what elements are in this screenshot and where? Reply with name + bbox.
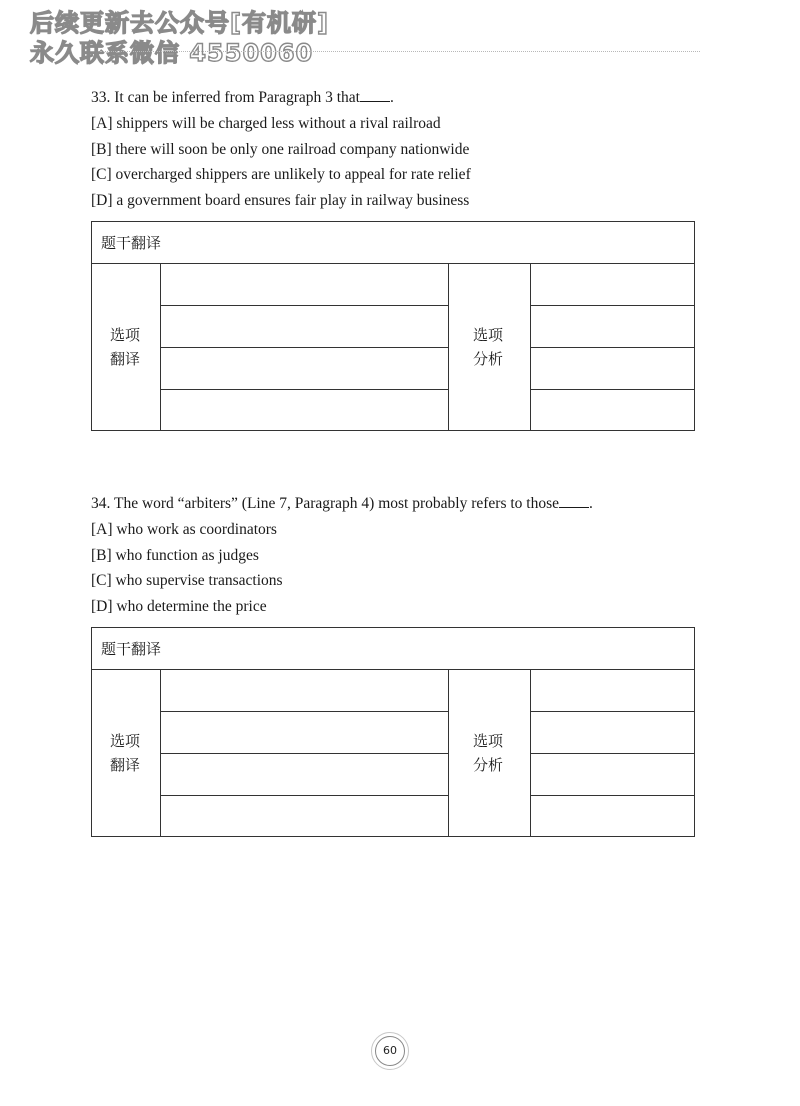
- grid-line: [92, 263, 694, 264]
- grid-line: [160, 389, 448, 390]
- question-33: [91, 85, 731, 213]
- question-stem: [91, 491, 731, 517]
- option-analysis-label-1: 选项: [473, 326, 504, 344]
- option-translation-label-1: 选项: [110, 326, 141, 344]
- option-a: [A] shippers will be charged less without a rival railroad: [91, 115, 441, 132]
- grid-line: [530, 795, 694, 796]
- answer-blank: [559, 493, 589, 508]
- grid-line: [448, 263, 449, 430]
- option-c: [C] who supervise transactions: [91, 572, 283, 589]
- option-translation-label-2: 翻译: [110, 756, 141, 774]
- page-number: 60: [375, 1036, 405, 1066]
- stem-end: .: [589, 495, 593, 512]
- option-a: [A] who work as coordinators: [91, 521, 277, 538]
- option-analysis-label-1: 选项: [473, 732, 504, 750]
- grid-line: [160, 305, 448, 306]
- watermark-line-2: 永久联系微信 4550060: [30, 39, 314, 67]
- grid-line: [530, 753, 694, 754]
- translation-grid-33: [91, 221, 695, 431]
- option-analysis-label-2: 分析: [473, 756, 504, 774]
- option-b: [B] there will soon be only one railroad company nationwide: [91, 140, 470, 158]
- watermark: [30, 8, 329, 68]
- answer-blank: [360, 87, 390, 102]
- stem-text: 34. The word “arbiters” (Line 7, Paragraph 4) most probably refers to those: [91, 495, 560, 512]
- grid-line: [530, 347, 694, 348]
- grid-line: [160, 795, 448, 796]
- watermark-line-1: 后续更新去公众号[有机研]: [30, 9, 329, 37]
- option-analysis-label-2: 分析: [473, 350, 504, 368]
- grid-line: [530, 389, 694, 390]
- option-translation-label-2: 翻译: [110, 350, 141, 368]
- option-d: [D] who determine the price: [91, 597, 267, 615]
- option-d: [D] a government board ensures fair play in railway business: [91, 191, 470, 209]
- grid-line: [448, 669, 449, 836]
- question-34: [91, 491, 731, 619]
- stem-text: 33. It can be inferred from Paragraph 3 that: [91, 89, 360, 106]
- option-b: [B] who function as judges: [91, 546, 259, 564]
- grid-line: [160, 711, 448, 712]
- grid-line: [160, 753, 448, 754]
- stem-translation-label: 题干翻译: [101, 234, 162, 252]
- stem-end: .: [390, 89, 394, 106]
- grid-line: [530, 711, 694, 712]
- option-translation-label-1: 选项: [110, 732, 141, 750]
- grid-line: [160, 347, 448, 348]
- question-stem: [91, 85, 731, 111]
- grid-line: [530, 305, 694, 306]
- grid-line: [92, 669, 694, 670]
- header-rule: [100, 51, 700, 52]
- option-c: [C] overcharged shippers are unlikely to appeal for rate relief: [91, 166, 471, 183]
- stem-translation-label: 题干翻译: [101, 640, 162, 658]
- translation-grid-34: [91, 627, 695, 837]
